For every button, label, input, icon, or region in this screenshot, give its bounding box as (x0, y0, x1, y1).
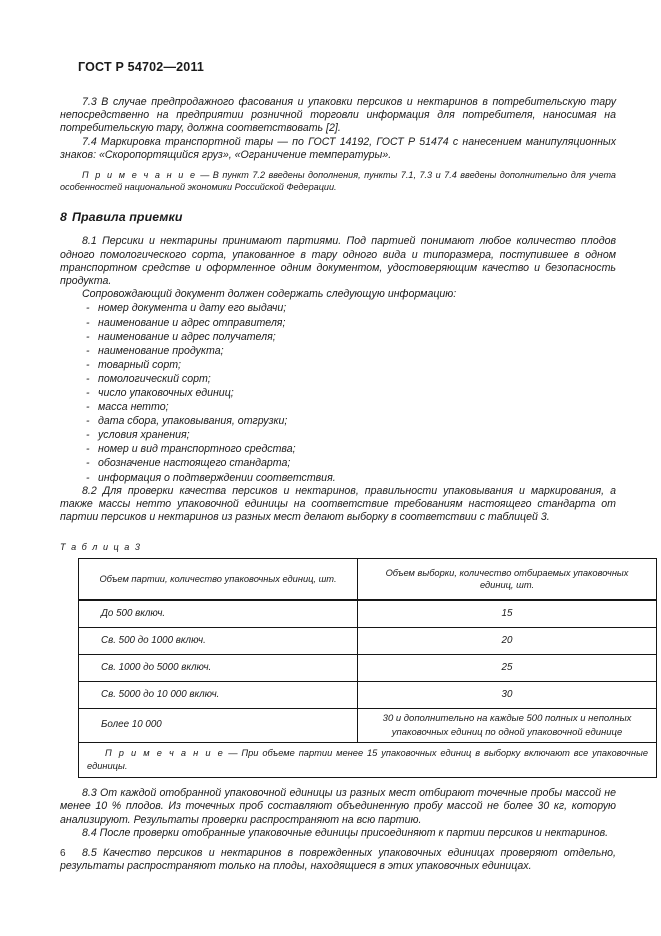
cell-sample-size: 30 и дополнительно на каждые 500 полных и неполных упаковочных единиц по одной упаковочной единице (358, 709, 657, 743)
paragraph-8-4-text: 8.4 После проверки отобранные упаковочные единицы присоединяют к партии персиков и нектаринов. (82, 826, 609, 839)
table-note-text: — При объеме партии менее 15 упаковочных единиц в выборку включают все упаковочные единицы. (87, 748, 648, 771)
cell-lot-range: Св. 500 до 1000 включ. (79, 628, 358, 655)
cell-sample-size: 30 (358, 682, 657, 709)
spacer (60, 778, 616, 787)
list-item-label: информация о подтверждении соответствия. (98, 471, 336, 484)
list-item (60, 301, 616, 315)
list-item-label: обозначение настоящего стандарта; (98, 457, 291, 470)
spacer (60, 840, 616, 847)
document-body (60, 96, 648, 873)
section-title: Правила приемки (72, 210, 183, 225)
table-row (79, 709, 657, 743)
dash-bullet-icon: - (86, 471, 90, 484)
paragraph-8-2 (60, 485, 616, 525)
list-item (60, 400, 616, 414)
list-item (60, 414, 616, 428)
table-row (79, 655, 657, 682)
list-item-label: условия хранения; (98, 429, 190, 442)
list-item-label: помологический сорт; (98, 372, 211, 385)
list-item-label: наименование продукта; (98, 344, 224, 357)
list-item-label: товарный сорт; (98, 358, 181, 371)
paragraph-8-2-text: 8.2 Для проверки качества персиков и нектаринов, правильности упаковывания и маркирования, а также массы нетто упаковочной единицы на соответствие требованиям настоящего стандарта от партии персиков и нектаринов из разных мест делают выборку в соответствии с таблицей 3. (60, 484, 616, 524)
paragraph-8-3 (60, 787, 616, 827)
paragraph-7-3-text: 7.3 В случае предпродажного фасования и упаковки персиков и нектаринов в потребительскую тару непосредственно на предприятии розничной торговли информация для потребителя, наносимая на потребительскую тару, должна соответствовать [2]. (60, 96, 616, 135)
list-item-label: дата сбора, упаковывания, отгрузки; (98, 415, 288, 428)
list-item-label: номер документа и дату его выдачи; (98, 302, 287, 315)
paragraph-7-4-text: 7.4 Маркировка транспортной тары — по ГОСТ 14192, ГОСТ Р 51474 с нанесением манипуляционных знаков: «Скоропортящийся груз», «Ограничение температуры». (60, 135, 616, 161)
paragraph-7-3 (60, 96, 616, 136)
cell-lot-range: До 500 включ. (79, 600, 358, 628)
accompanying-document-info-list (60, 301, 616, 484)
table-footnote-row (79, 743, 657, 778)
paragraph-8-1-lead-in-text: Сопровождающий документ должен содержать следующую информацию: (82, 288, 457, 301)
paragraph-7-4 (60, 136, 616, 162)
dash-bullet-icon: - (86, 387, 90, 399)
table-row (79, 628, 657, 655)
page-number: 6 (60, 848, 66, 859)
paragraph-8-5 (60, 847, 616, 873)
dash-bullet-icon: - (86, 344, 90, 357)
list-item (60, 344, 616, 358)
table-header-sample-volume: Объем выборки, количество отбираемых упаковочных единиц, шт. (358, 559, 657, 601)
dash-bullet-icon: - (86, 415, 90, 428)
dash-bullet-icon: - (86, 302, 90, 315)
list-item (60, 442, 616, 456)
cell-sample-size: 20 (358, 628, 657, 655)
cell-lot-range: Св. 5000 до 10 000 включ. (79, 682, 358, 709)
spacer (60, 224, 616, 235)
paragraph-8-1-text: 8.1 Персики и нектарины принимают партиями. Под партией понимают любое количество плодов одного помологического сорта, упакованное в тару одного вида и типоразмера, поступившее в одном транспортном средстве и оформленное одним документом, удостоверяющим качество и безопасность продукта. (60, 235, 616, 288)
dash-bullet-icon: - (86, 443, 90, 456)
table-row (79, 682, 657, 709)
note-label: П р и м е ч а н и е (82, 170, 197, 181)
table-footnote-cell (79, 743, 657, 778)
section-number: 8 (60, 210, 67, 225)
list-item (60, 428, 616, 442)
table-header-row (79, 559, 657, 601)
paragraph-8-3-text: 8.3 От каждой отобранной упаковочной единицы из разных мест отбирают точечные пробы массой не менее 10 % плодов. Из точечных проб составляют объединенную пробу массой не более 30 кг, которую анализируют. Результаты проверки распространяют на всю партию. (60, 787, 616, 826)
dash-bullet-icon: - (86, 429, 90, 442)
paragraph-8-1-lead-in (60, 288, 616, 301)
paragraph-8-5-text: 8.5 Качество персиков и нектаринов в поврежденных упаковочных единицах проверяют отдельно, результаты распространяют только на плоды, находящиеся в этих упаковочных единицах. (60, 847, 616, 873)
table-3-caption: Т а б л и ц а 3 (60, 542, 142, 553)
list-item-label: наименование и адрес получателя; (98, 330, 276, 343)
cell-lot-range: Более 10 000 (79, 709, 358, 743)
paragraph-8-1 (60, 235, 616, 288)
dash-bullet-icon: - (86, 372, 90, 385)
list-item-label: наименование и адрес отправителя; (98, 316, 286, 329)
section-heading-8 (60, 210, 616, 224)
dash-bullet-icon: - (86, 457, 90, 470)
note-text: — В пункт 7.2 введены дополнения, пункты 7.1, 7.3 и 7.4 введены дополнительно для учета особенностей национальной экономики Российской Федерации. (60, 170, 616, 193)
cell-sample-size: 25 (358, 655, 657, 682)
dash-bullet-icon: - (86, 358, 90, 371)
note-section-7 (60, 169, 616, 193)
cell-sample-size: 15 (358, 600, 657, 628)
paragraph-8-4 (60, 827, 616, 840)
list-item (60, 456, 616, 470)
list-item (60, 386, 616, 400)
list-item (60, 316, 616, 330)
running-header-standard-id: ГОСТ Р 54702—2011 (78, 60, 205, 74)
list-item (60, 471, 616, 485)
list-item-label: масса нетто; (98, 401, 169, 414)
dash-bullet-icon: - (86, 330, 90, 343)
list-item-label: номер и вид транспортного средства; (98, 443, 296, 456)
table-header-lot-volume: Объем партии, количество упаковочных единиц, шт. (79, 559, 358, 601)
list-item-label: число упаковочных единиц; (98, 387, 234, 399)
dash-bullet-icon: - (86, 401, 90, 414)
table-note-label: П р и м е ч а н и е (105, 748, 225, 759)
dash-bullet-icon: - (86, 316, 90, 329)
list-item (60, 358, 616, 372)
table-3-sampling-plan (78, 558, 657, 778)
list-item (60, 372, 616, 386)
list-item (60, 330, 616, 344)
table-row (79, 600, 657, 628)
cell-lot-range: Св. 1000 до 5000 включ. (79, 655, 358, 682)
